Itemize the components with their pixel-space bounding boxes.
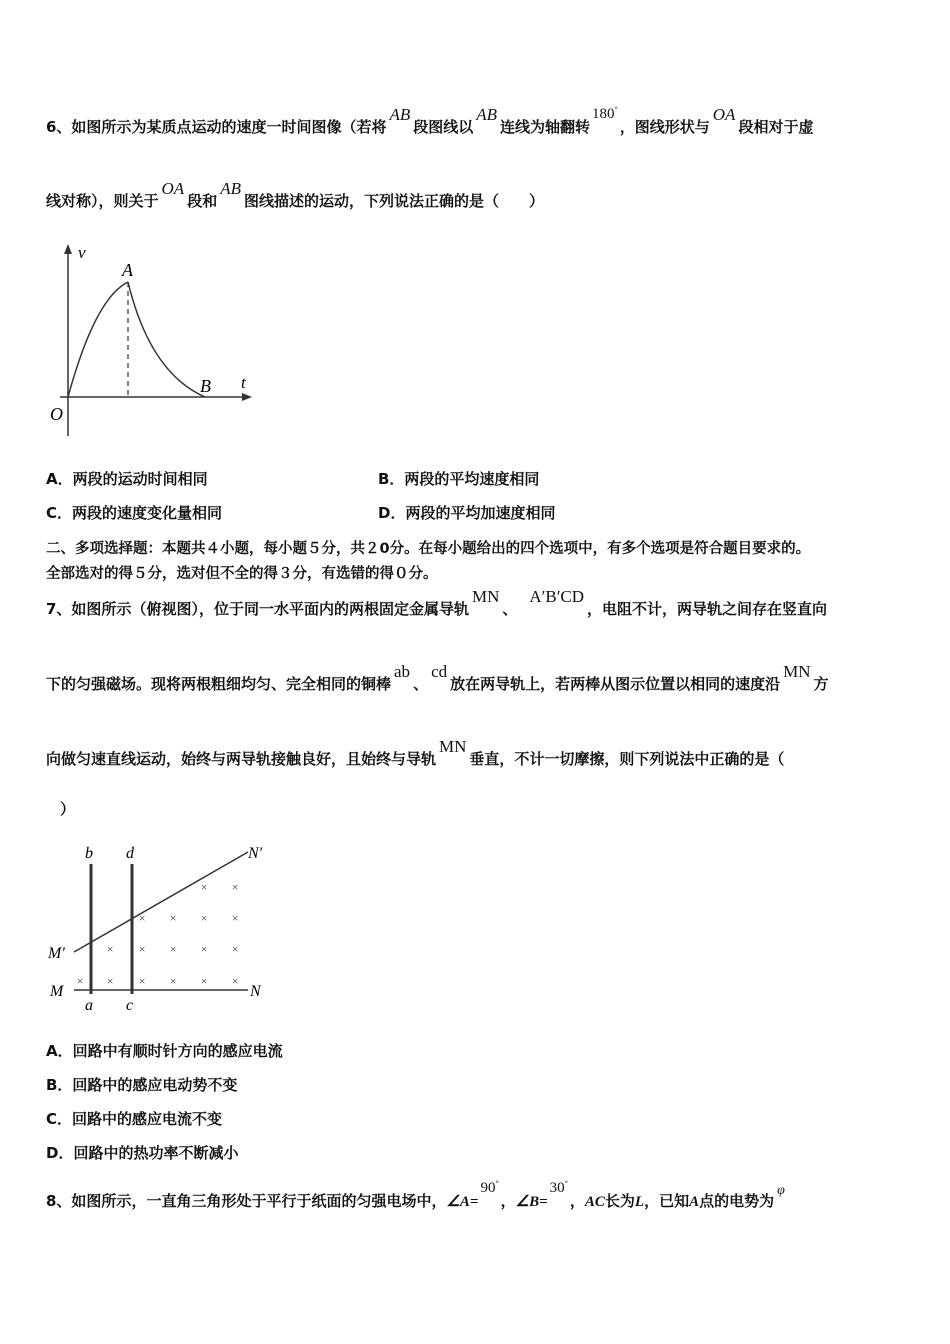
q6-text: 线对称），则关于 xyxy=(46,192,159,210)
field-cross: × xyxy=(169,911,178,925)
q7-option-a[interactable]: A．回路中有顺时针方向的感应电流 xyxy=(46,1042,283,1060)
field-cross: × xyxy=(169,974,178,988)
point-a-label: A xyxy=(122,260,133,280)
label-c: c xyxy=(126,997,134,1014)
origin-label: O xyxy=(50,404,63,424)
curve-ab xyxy=(128,282,205,397)
velocity-time-graph xyxy=(40,238,270,443)
q7-text: 向做匀速直线运动，始终与两导轨接触良好，且始终与导轨 xyxy=(46,750,437,768)
q7-text: 放在两导轨上，若两棒从图示位置以相同的速度沿 xyxy=(450,675,781,693)
q6-text: 6、如图所示为某质点运动的速度一时间图像（若将 xyxy=(46,118,387,136)
field-cross: × xyxy=(106,942,115,956)
q8-text: ，已知 xyxy=(644,1192,690,1210)
q7-option-d[interactable]: D．回路中的热功率不断减小 xyxy=(46,1144,239,1162)
q7-text: 方 xyxy=(813,675,829,693)
field-cross: × xyxy=(138,974,147,988)
label-b: b xyxy=(85,845,93,862)
q6-line-1 xyxy=(46,105,814,137)
q7-text: 7、如图所示（俯视图），位于同一水平面内的两根固定金属导轨 xyxy=(46,600,469,618)
field-cross: × xyxy=(138,942,147,956)
rails-diagram xyxy=(40,838,280,1018)
field-cross: × xyxy=(138,911,147,925)
math-90-degrees: 90° xyxy=(480,1179,499,1196)
field-cross: × xyxy=(231,974,240,988)
segment-ac: AC xyxy=(584,1194,605,1210)
math-ab: AB xyxy=(476,105,498,124)
q8-line-1 xyxy=(46,1179,788,1211)
math-ab: AB xyxy=(220,179,241,198)
math-180-degrees: 180° xyxy=(592,105,618,122)
q8-text: 8、如图所示，一直角三角形处于平行于纸面的匀强电场中， xyxy=(46,1192,447,1210)
q6-text: 段图线以 xyxy=(413,118,474,136)
v-label: v xyxy=(78,243,86,262)
label-n-prime: N′ xyxy=(248,845,263,862)
length-l: L xyxy=(634,1194,645,1210)
field-cross: × xyxy=(76,974,85,988)
q6-text: 连线为轴翻转 xyxy=(500,118,591,136)
math-abcd: A′B′CD xyxy=(529,587,585,606)
math-mn: MN xyxy=(439,737,467,756)
q6-text: 段和 xyxy=(187,192,218,210)
q8-text: 长为 xyxy=(604,1192,635,1210)
angle-b: ∠B= xyxy=(515,1194,548,1210)
q7-line-2 xyxy=(46,662,829,694)
q7-text: ，电阻不计，两导轨之间存在竖直向 xyxy=(587,600,828,618)
q6-option-b[interactable]: B．两段的平均速度相同 xyxy=(378,470,540,488)
v-axis-arrow xyxy=(64,244,72,254)
rail-m-prime-n-prime xyxy=(74,852,248,952)
math-oa: OA xyxy=(712,105,736,124)
field-cross: × xyxy=(106,974,115,988)
math-oa: OA xyxy=(161,179,185,198)
field-cross: × xyxy=(200,911,209,925)
q7-line-3 xyxy=(46,737,785,769)
q6-option-d[interactable]: D．两段的平均加速度相同 xyxy=(378,504,556,522)
q8-text: 点的电势为 xyxy=(699,1192,775,1210)
label-m: M xyxy=(50,983,64,1000)
label-n: N xyxy=(250,983,261,1000)
section-2-intro-line-1: 二、多项选择题：本题共４小题，每小题５分，共２0分。在每小题给出的四个选项中，有多个选项是符合题目要求的。 xyxy=(46,541,811,557)
point-a: A xyxy=(689,1194,700,1210)
label-m-prime: M′ xyxy=(48,945,65,962)
q7-text: 、 xyxy=(502,600,518,618)
math-cd-rod: cd xyxy=(431,662,448,681)
q7-text: 下的匀强磁场。现将两根粗细均匀、完全相同的铜棒 xyxy=(46,675,392,693)
math-mn: MN xyxy=(471,587,500,606)
q7-line-4: ） xyxy=(60,800,76,818)
q7-line-1 xyxy=(46,587,828,619)
t-axis-arrow xyxy=(242,393,252,401)
q6-option-a[interactable]: A．两段的运动时间相同 xyxy=(46,470,208,488)
field-cross: × xyxy=(231,911,240,925)
field-cross: × xyxy=(231,942,240,956)
math-ab-rod: ab xyxy=(394,662,411,681)
q7-option-b[interactable]: B．回路中的感应电动势不变 xyxy=(46,1076,238,1094)
curve-oa xyxy=(68,282,128,397)
field-cross: × xyxy=(231,880,240,894)
angle-a: ∠A= xyxy=(446,1194,479,1210)
point-b-label: B xyxy=(200,376,211,396)
field-cross: × xyxy=(200,974,209,988)
math-mn: MN xyxy=(783,662,811,681)
label-d: d xyxy=(126,845,134,862)
q6-text: 段相对于虚 xyxy=(738,118,814,136)
math-ab: AB xyxy=(389,105,411,124)
label-a: a xyxy=(85,997,93,1014)
q7-text: 、 xyxy=(413,675,429,693)
q7-text: 垂直，不计一切摩擦，则下列说法中正确的是（ xyxy=(469,750,785,768)
q8-text: ， xyxy=(569,1192,585,1210)
q6-line-2 xyxy=(46,179,544,211)
math-30-degrees: 30° xyxy=(549,1179,568,1196)
q6-option-c[interactable]: C．两段的速度变化量相同 xyxy=(46,504,223,522)
section-2-intro-line-2: 全部选对的得５分，选对但不全的得３分，有选错的得０分。 xyxy=(46,566,438,582)
field-cross: × xyxy=(200,942,209,956)
q6-text: ，图线形状与 xyxy=(619,118,710,136)
q7-option-c[interactable]: C．回路中的感应电流不变 xyxy=(46,1110,223,1128)
t-label: t xyxy=(241,373,246,392)
q8-text: ， xyxy=(500,1192,516,1210)
math-phi: φ xyxy=(777,1183,785,1198)
field-cross: × xyxy=(200,880,209,894)
field-cross: × xyxy=(169,942,178,956)
magnetic-field-crosses xyxy=(76,880,239,988)
q6-text: 图线描述的运动，下列说法正确的是（ ） xyxy=(243,192,544,210)
